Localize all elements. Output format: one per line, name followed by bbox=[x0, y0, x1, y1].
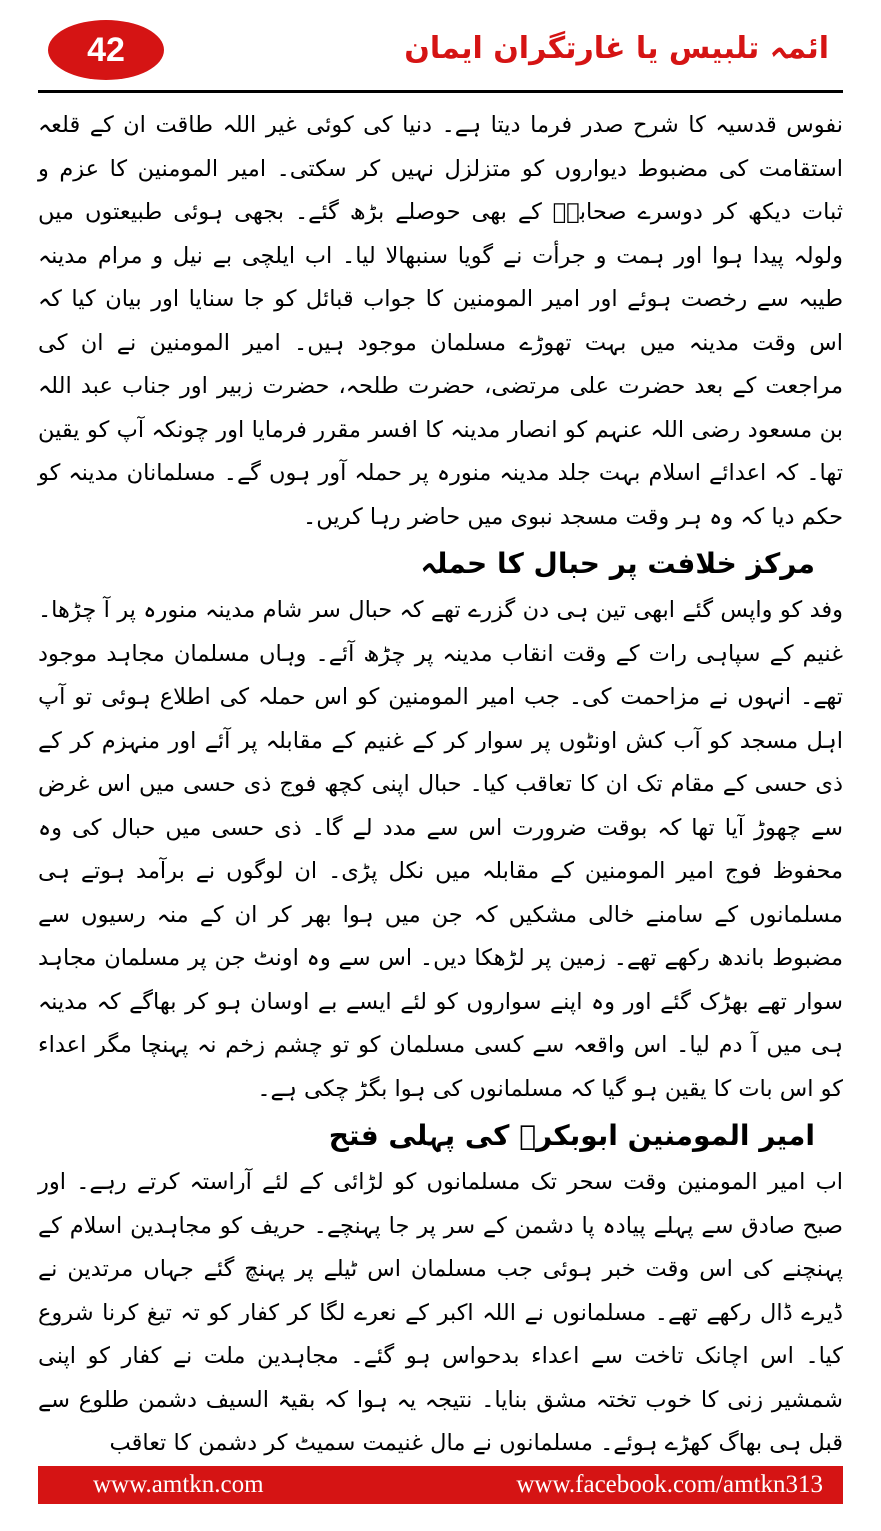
section-heading-first-victory: امیر المومنین ابوبکرؓ کی پہلی فتح bbox=[328, 1119, 815, 1152]
page-number-badge: 42 bbox=[48, 20, 164, 80]
header-divider bbox=[38, 90, 843, 93]
book-title: ائمہ تلبیس یا غارتگران ایمان bbox=[404, 31, 829, 66]
page-header bbox=[38, 20, 843, 94]
page-footer bbox=[38, 1466, 843, 1504]
section-heading-attack: مرکز خلافت پر حبال کا حملہ bbox=[420, 547, 815, 580]
website-link[interactable]: www.amtkn.com bbox=[93, 1471, 264, 1498]
victory-paragraph: اب امیر المومنین وقت سحر تک مسلمانوں کو لڑائی کے لئے آراستہ کرتے رہے۔ اور صبح صادق سے پہلے پیادہ پا دشمن کے سر پر جا پہنچے۔ حریف کو مجاہدین اسلام کے پہنچنے کی اس وقت خبر ہوئی جب مسلمان اس ٹیلے پر پہنچ گئے جہاں مرتدین نے ڈیرے ڈال رکھے تھے۔ مسلمانوں نے اللہ اکبر کے نعرے لگا کر کفار کو تہ تیغ کرنا شروع کیا۔ اس اچانک تاخت سے اعداء بدحواس ہو گئے۔ مجاہدین ملت نے کفار کو اپنی شمشیر زنی کا خوب تختہ مشق بنایا۔ نتیجہ یہ ہوا کہ بقیۃ السیف دشمن طلوع سے قبل ہی بھاگ کھڑے ہوئے۔ مسلمانوں نے مال غنیمت سمیٹ کر دشمن کا تعاقب bbox=[38, 1169, 843, 1456]
attack-paragraph: وفد کو واپس گئے ابھی تین ہی دن گزرے تھے کہ حبال سر شام مدینہ منورہ پر آ چڑھا۔ غنیم کے سپاہی رات کے وقت انقاب مدینہ پر چڑھ آئے۔ وہاں مسلمان مجاہد موجود تھے۔ انہوں نے مزاحمت کی۔ جب امیر المومنین کو اس حملہ کی اطلاع ہوئی تو آپ اہل مسجد کو آب کش اونٹوں پر سوار کر کے غنیم کے مقابلہ پر آئے اور منہزم کر کے ذی حسی کے مقام تک ان کا تعاقب کیا۔ حبال اپنی کچھ فوج ذی حسی میں اس غرض سے چھوڑ آیا تھا کہ بوقت ضرورت اس سے مدد لے گا۔ ذی حسی میں حبال کی وہ محفوظ فوج امیر المومنین کے مقابلہ میں نکل پڑی۔ ان لوگوں نے برآمد ہوتے ہی مسلمانوں کے سامنے خالی مشکیں کہ جن میں ہوا بھر کر ان کے منہ رسیوں سے مضبوط باندھ رکھے تھے۔ زمین پر لڑھکا دیں۔ اس سے وہ اونٹ جن پر مسلمان مجاہد سوار تھے بھڑک گئے اور وہ اپنے سواروں کو لئے ایسے بے اوسان ہو کر بھاگے کہ مدینہ ہی میں آ دم لیا۔ اس واقعہ سے کسی مسلمان کو تو چشم زخم نہ پہنچا مگر اعداء کو اس بات کا یقین ہو گیا کہ مسلمانوں کی ہوا بگڑ چکی ہے۔ bbox=[38, 597, 843, 1102]
intro-paragraph: نفوس قدسیہ کا شرح صدر فرما دیتا ہے۔ دنیا کی کوئی غیر اللہ طاقت ان کے قلعہ استقامت کی مضبوط دیواروں کو متزلزل نہیں کر سکتی۔ امیر المومنین کا عزم و ثبات دیکھ کر دوسرے صحابہؓ کے بھی حوصلے بڑھ گئے۔ بجھی ہوئی طبیعتوں میں ولولہ پیدا ہوا اور ہمت و جرأت نے گویا سنبھالا لیا۔ اب ایلچی بے نیل و مرام مدینہ طیبہ سے رخصت ہوئے اور امیر المومنین کا جواب قبائل کو جا سنایا اور بیان کیا کہ اس وقت مدینہ میں بہت تھوڑے مسلمان موجود ہیں۔ امیر المومنین نے ان کی مراجعت کے بعد حضرت علی مرتضی، حضرت طلحہ، حضرت زبیر اور جناب عبد اللہ بن مسعود رضی اللہ عنہم کو انصار مدینہ کا افسر مقرر فرمایا اور چونکہ آپ کو یقین تھا۔ کہ اعدائے اسلام بہت جلد مدینہ منورہ پر حملہ آور ہوں گے۔ مسلمانان مدینہ کو حکم دیا کہ وہ ہر وقت مسجد نبوی میں حاضر رہا کریں۔ bbox=[38, 112, 843, 530]
facebook-link[interactable]: www.facebook.com/amtkn313 bbox=[516, 1471, 823, 1498]
page-content bbox=[38, 104, 843, 1454]
